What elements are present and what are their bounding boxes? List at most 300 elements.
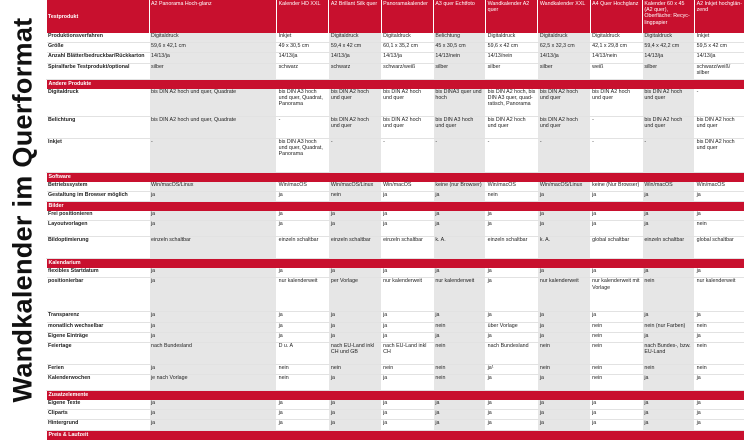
table-row [47,221,745,237]
table-cell: ja [329,410,381,420]
table-cell: ja [149,364,277,374]
table-cell: bis DIN A2 hoch und quer [538,116,590,138]
table-cell: ja [642,410,694,420]
section-title: Kalendarium [47,259,745,269]
table-cell: ja [381,312,433,322]
table-cell: ja [277,322,329,332]
table-cell: ja [590,420,642,430]
table-cell: ja [642,211,694,221]
table-cell: Win/macOS [695,182,744,192]
table-cell: ja [538,375,590,391]
table-cell: nein [590,364,642,374]
table-cell: einzeln schaltbar [149,237,277,259]
table-cell: ja [538,191,590,201]
table-cell: nein (nur Farben) [642,322,694,332]
table-cell: ja [433,191,485,201]
table-cell: ja [590,211,642,221]
table-cell: nur kalenderweit [277,278,329,312]
table-cell: ja [277,211,329,221]
table-cell: - [149,138,277,172]
table-cell: ja [149,211,277,221]
table-cell: ja [329,400,381,410]
table-cell: ja [695,410,744,420]
section-header-row [47,430,745,440]
table-row [47,420,745,430]
table-cell: ja [149,268,277,278]
table-cell: bis DIN A2 hoch und quer [695,138,744,172]
table-cell: ja [149,322,277,332]
table-cell: ja [590,221,642,237]
table-cell: einzeln schaltbar [329,237,381,259]
row-label: Anzahl Blätter/bedruckbar/Rückkarton [47,53,150,63]
table-cell: ja [329,420,381,430]
table-cell: Digitaldruck [149,33,277,43]
table-cell: ja [538,268,590,278]
table-cell: ja [433,410,485,420]
section-header-row [47,391,745,401]
table-cell: bis DIN A2 hoch und quer [642,89,694,117]
table-cell: ja [149,312,277,322]
table-cell: nein [329,364,381,374]
table-cell: bis DIN A2 hoch und quer, Quadrate [149,116,277,138]
table-cell: Digitaldruck [642,33,694,43]
product-header: A2 Panorama Hoch-glanz [149,0,277,33]
table-cell: nur kalenderweit [381,278,433,312]
row-label: Gestaltung im Browser möglich [47,191,150,201]
table-cell: nur kalenderweit [538,278,590,312]
table-row [47,268,745,278]
table-cell: nur kalenderweit [433,278,485,312]
table-cell: ja [590,268,642,278]
table-cell: ja [486,211,538,221]
table-cell: 14/13/ja [642,53,694,63]
product-header: A2 Inkjet hochglän-zend [695,0,744,33]
table-cell: 59,6 x 42 cm [486,43,538,53]
table-cell: - [433,138,485,172]
table-cell: silber [642,63,694,79]
table-cell: Digitaldruck [329,33,381,43]
page-title: Wandkalender im Querformat [7,17,38,403]
table-cell: ja [695,375,744,391]
side-panel [0,0,46,421]
table-cell: nein [538,364,590,374]
table-cell: - [590,138,642,172]
table-cell: ja [277,400,329,410]
table-cell: 14/13/ja [381,53,433,63]
table-cell: global schaltbar [695,237,744,259]
table-cell: nein [695,342,744,364]
table-cell: 14/13/ja [538,53,590,63]
row-label: Frei positionieren [47,211,150,221]
table-cell: ja [277,221,329,237]
table-cell: ja [486,375,538,391]
product-header: Wandkalender A2 quer [486,0,538,33]
table-cell: 14/13/ja [149,53,277,63]
table-cell: ja [329,268,381,278]
table-cell: ja [538,312,590,322]
table-cell: bis DIN A2 hoch, bis DIN A3 quer, quad-ratisch, Panorama [486,89,538,117]
table-cell: ja [381,211,433,221]
table-cell: nach Bundesland [149,342,277,364]
row-label: Transparenz [47,312,150,322]
table-cell: ja [433,211,485,221]
table-cell: ja [486,420,538,430]
row-label: flexibles Startdatum [47,268,150,278]
table-cell: per Vorlage [329,278,381,312]
table-cell: ja [329,312,381,322]
table-cell: silber [486,63,538,79]
table-cell: Digitaldruck [538,33,590,43]
table-cell: 59,4 x 42,2 cm [642,43,694,53]
table-row [47,116,745,138]
table-cell: bis DIN A2 hoch und quer [329,116,381,138]
table-cell: ja [486,221,538,237]
table-cell: ja [381,191,433,201]
table-cell: nein [277,375,329,391]
row-label: Bildoptimierung [47,237,150,259]
table-cell: ja [433,420,485,430]
table-cell: ja [538,420,590,430]
table-cell: ja [538,410,590,420]
table-cell: bis DIN A2 hoch und quer [538,89,590,117]
table-cell: 42,1 x 29,8 cm [590,43,642,53]
row-label: Layoutvorlagen [47,221,150,237]
table-cell: weiß [590,63,642,79]
table-cell: ja [642,312,694,322]
table-cell: nein [433,322,485,332]
table-cell: nein [695,364,744,374]
table-row [47,278,745,312]
table-cell: ja [381,268,433,278]
table-row [47,211,745,221]
table-row [47,237,745,259]
table-cell: Win/macOS [486,182,538,192]
table-cell: bis DIN A2 hoch und quer [329,89,381,117]
table-cell: ja [590,191,642,201]
table-cell: 14/13/ja [277,53,329,63]
section-header-row [47,79,745,89]
table-cell: 45 x 30,5 cm [433,43,485,53]
table-cell: nein [642,364,694,374]
table-cell: bis DIN A2 hoch und quer [381,89,433,117]
table-cell: - [486,138,538,172]
table-cell: ja [538,332,590,342]
table-cell: ja [695,191,744,201]
table-row [47,43,745,53]
table-cell: bis DIN A3 hoch und quer, Quadrat, Panorama [277,89,329,117]
table-cell: silber [149,63,277,79]
table-cell: 62,5 x 32,3 cm [538,43,590,53]
row-label: Hintergrund [47,420,150,430]
table-cell: 14/13/ja [695,53,744,63]
table-cell: schwarz/weiß [381,63,433,79]
table-cell: ja [642,420,694,430]
row-label: Größe [47,43,150,53]
table-cell: ja [329,332,381,342]
table-cell: Win/macOS/Linux [538,182,590,192]
table-cell: ja [149,221,277,237]
section-header-row [47,201,745,211]
table-cell: einzeln schaltbar [277,237,329,259]
table-cell: nein [695,221,744,237]
table-cell: keine (Nur Browser) [590,182,642,192]
table-cell: nach EU-Land inkl CH [381,342,433,364]
row-label: Digitaldruck [47,89,150,117]
table-cell: silber [538,63,590,79]
table-row [47,191,745,201]
table-cell: ja [277,312,329,322]
product-header: Kalender 60 x 45 (A2 quer), Oberfläche: Recyc-lingpapier [642,0,694,33]
table-cell: Belichtung [433,33,485,43]
table-cell: nein [433,342,485,364]
table-cell: bis DIN A2 hoch und quer [381,116,433,138]
section-title: Andere Produkte [47,79,745,89]
table-cell: 49 x 30,5 cm [277,43,329,53]
table-cell: ja [381,410,433,420]
table-cell: ja [329,375,381,391]
table-cell: ja [642,191,694,201]
table-cell: ja [381,322,433,332]
table-cell: ja [486,410,538,420]
product-header: Panoramakalender [381,0,433,33]
table-row [47,33,745,43]
table-cell: nein [695,322,744,332]
table-row [47,400,745,410]
row-label: Kalenderwochen [47,375,150,391]
row-label: Belichtung [47,116,150,138]
table-cell: ja [277,332,329,342]
table-cell: silber [433,63,485,79]
product-header: Kalender HD XXL [277,0,329,33]
product-header: A2 Brillant Silk quer [329,0,381,33]
section-title: Preis & Laufzeit [47,430,745,440]
table-cell: ja [433,312,485,322]
table-cell: 59,6 x 42,1 cm [149,43,277,53]
table-cell: nein [433,375,485,391]
table-cell: nein [329,191,381,201]
table-cell: nach EU-Land inkl CH und GB [329,342,381,364]
table-cell: 59,4 x 42 cm [329,43,381,53]
table-cell: nur kalenderweit mit Vorlage [590,278,642,312]
table-cell: ja [433,221,485,237]
table-row [47,364,745,374]
table-cell: - [381,138,433,172]
row-label: Ferien [47,364,150,374]
row-label: Cliparts [47,410,150,420]
table-cell: k. A. [433,237,485,259]
table-row [47,332,745,342]
table-cell: - [277,116,329,138]
table-cell: ja [642,400,694,410]
table-cell: nein [538,342,590,364]
table-row [47,375,745,391]
table-cell: ja [433,400,485,410]
table-row [47,182,745,192]
table-cell: ja [486,312,538,322]
table-cell: ja [381,221,433,237]
table-row [47,322,745,332]
table-cell: ja [695,211,744,221]
row-label: Spiralfarbe Testprodukt/optional [47,63,150,79]
table-cell: Digitaldruck [381,33,433,43]
table-row [47,89,745,117]
table-cell: - [329,138,381,172]
table-cell: bis DIN A3 hoch und quer [433,116,485,138]
table-cell: ja [149,400,277,410]
table-cell: Inkjet [695,33,744,43]
table-cell: nein [590,375,642,391]
table-cell: ja [329,221,381,237]
table-cell: ja [486,278,538,312]
table-cell: ja [642,221,694,237]
table-cell: ja¹ [486,364,538,374]
table-cell: ja [433,268,485,278]
table-cell: bis DIN A2 hoch und quer [590,89,642,117]
table-cell: - [590,116,642,138]
row-label: Feiertage [47,342,150,364]
table-cell: k. A. [538,237,590,259]
table-cell: ja [695,312,744,322]
table-cell: ja [642,332,694,342]
table-cell: einzeln schaltbar [486,237,538,259]
table-cell: ja [538,221,590,237]
table-cell: 59,5 x 42 cm [695,43,744,53]
table-row [47,312,745,322]
section-header-row [47,259,745,269]
section-title: Bilder [47,201,745,211]
table-cell: Win/macOS [642,182,694,192]
table-cell: ja [486,400,538,410]
table-cell: schwarz [329,63,381,79]
table-cell: bis DIN A3 hoch und quer, Quadrat, Panorama [277,138,329,172]
table-cell: keine (nur Browser) [433,182,485,192]
table-cell: ja [381,420,433,430]
table-cell: ja [590,400,642,410]
table-cell: ja [433,332,485,342]
row-label: Produktionsverfahren [47,33,150,43]
table-cell: ja [149,420,277,430]
table-row [47,410,745,420]
table-cell: 14/13/ja [329,53,381,63]
table-cell: ja [329,211,381,221]
table-cell: bis DIN A2 hoch und quer [486,116,538,138]
table-cell: nach Bundes-, bzw. EU-Land [642,342,694,364]
table-cell: ja [329,322,381,332]
row-label: Eigene Einträge [47,332,150,342]
header-row [47,0,745,33]
table-cell: über Vorlage [486,322,538,332]
table-cell: nein [590,342,642,364]
table-cell: global schaltbar [590,237,642,259]
table-row [47,53,745,63]
table-cell: ja [695,400,744,410]
row-label: positionierbar [47,278,150,312]
row-label: Eigene Texte [47,400,150,410]
table-cell: bis DIN A2 hoch und quer [642,116,694,138]
row-label: Inkjet [47,138,150,172]
product-header: A3 quer Echtfoto [433,0,485,33]
table-cell: ja [149,191,277,201]
table-cell: einzeln schaltbar [381,237,433,259]
table-cell: ja [149,410,277,420]
table-cell: nein [433,364,485,374]
table-body [47,0,745,440]
table-cell: nein [642,278,694,312]
table-cell: ja [590,410,642,420]
table-cell: ja [538,211,590,221]
table-cell: ja [486,268,538,278]
row-label: monatlich wechselbar [47,322,150,332]
table-cell: ja [277,191,329,201]
table-cell: schwarz/weiß/ silber [695,63,744,79]
table-cell: bis DINA3 quer und hoch [433,89,485,117]
table-cell: ja [277,410,329,420]
table-cell: 60,1 x 35,2 cm [381,43,433,53]
table-cell: ja [381,375,433,391]
table-cell: Digitaldruck [486,33,538,43]
table-cell: nein [381,364,433,374]
table-cell: ja [695,268,744,278]
table-cell: ja [486,332,538,342]
table-cell: ja [642,375,694,391]
table-cell: schwarz [277,63,329,79]
table-cell: ja [381,332,433,342]
table-cell: 14/13/nein [590,53,642,63]
table-cell: - [695,89,744,117]
table-row [47,138,745,172]
table-cell: ja [149,332,277,342]
table-cell: ja [695,420,744,430]
table-cell: D u. A [277,342,329,364]
table-cell: ja [277,420,329,430]
table-cell: nur kalenderweit [695,278,744,312]
table-cell: - [642,138,694,172]
table-cell: Win/macOS [277,182,329,192]
table-cell: ja [695,332,744,342]
table-cell: Inkjet [277,33,329,43]
header-label: Testprodukt [47,0,150,33]
product-header: Wandkalender XXL [538,0,590,33]
table-cell: nein [590,322,642,332]
table-cell: ja [538,322,590,332]
table-cell: bis DIN A2 hoch und quer, Quadrate [149,89,277,117]
table-cell: bis DIN A2 hoch und quer [695,116,744,138]
table-cell: Win/macOS [381,182,433,192]
table-cell: nein [277,364,329,374]
table-cell: ja [590,312,642,322]
table-cell: nach Bundesland [486,342,538,364]
table-cell: - [538,138,590,172]
table-cell: nein [486,191,538,201]
table-cell: 14/13/nein [486,53,538,63]
table-cell: ja [538,400,590,410]
table-cell: Digitaldruck [590,33,642,43]
table-cell: ja [277,268,329,278]
section-header-row [47,172,745,182]
product-header: A4 Quer Hochglanz [590,0,642,33]
row-label: Betriebssystem [47,182,150,192]
table-cell: ja [381,400,433,410]
comparison-table [46,0,744,440]
table-row [47,342,745,364]
section-title: Zusatzelemente [47,391,745,401]
section-title: Software [47,172,745,182]
table-cell: ja [149,278,277,312]
table-cell: Win/macOS/Linux [329,182,381,192]
table-cell: Win/macOS/Linux [149,182,277,192]
table-row [47,63,745,79]
table-cell: einzeln schaltbar [642,237,694,259]
